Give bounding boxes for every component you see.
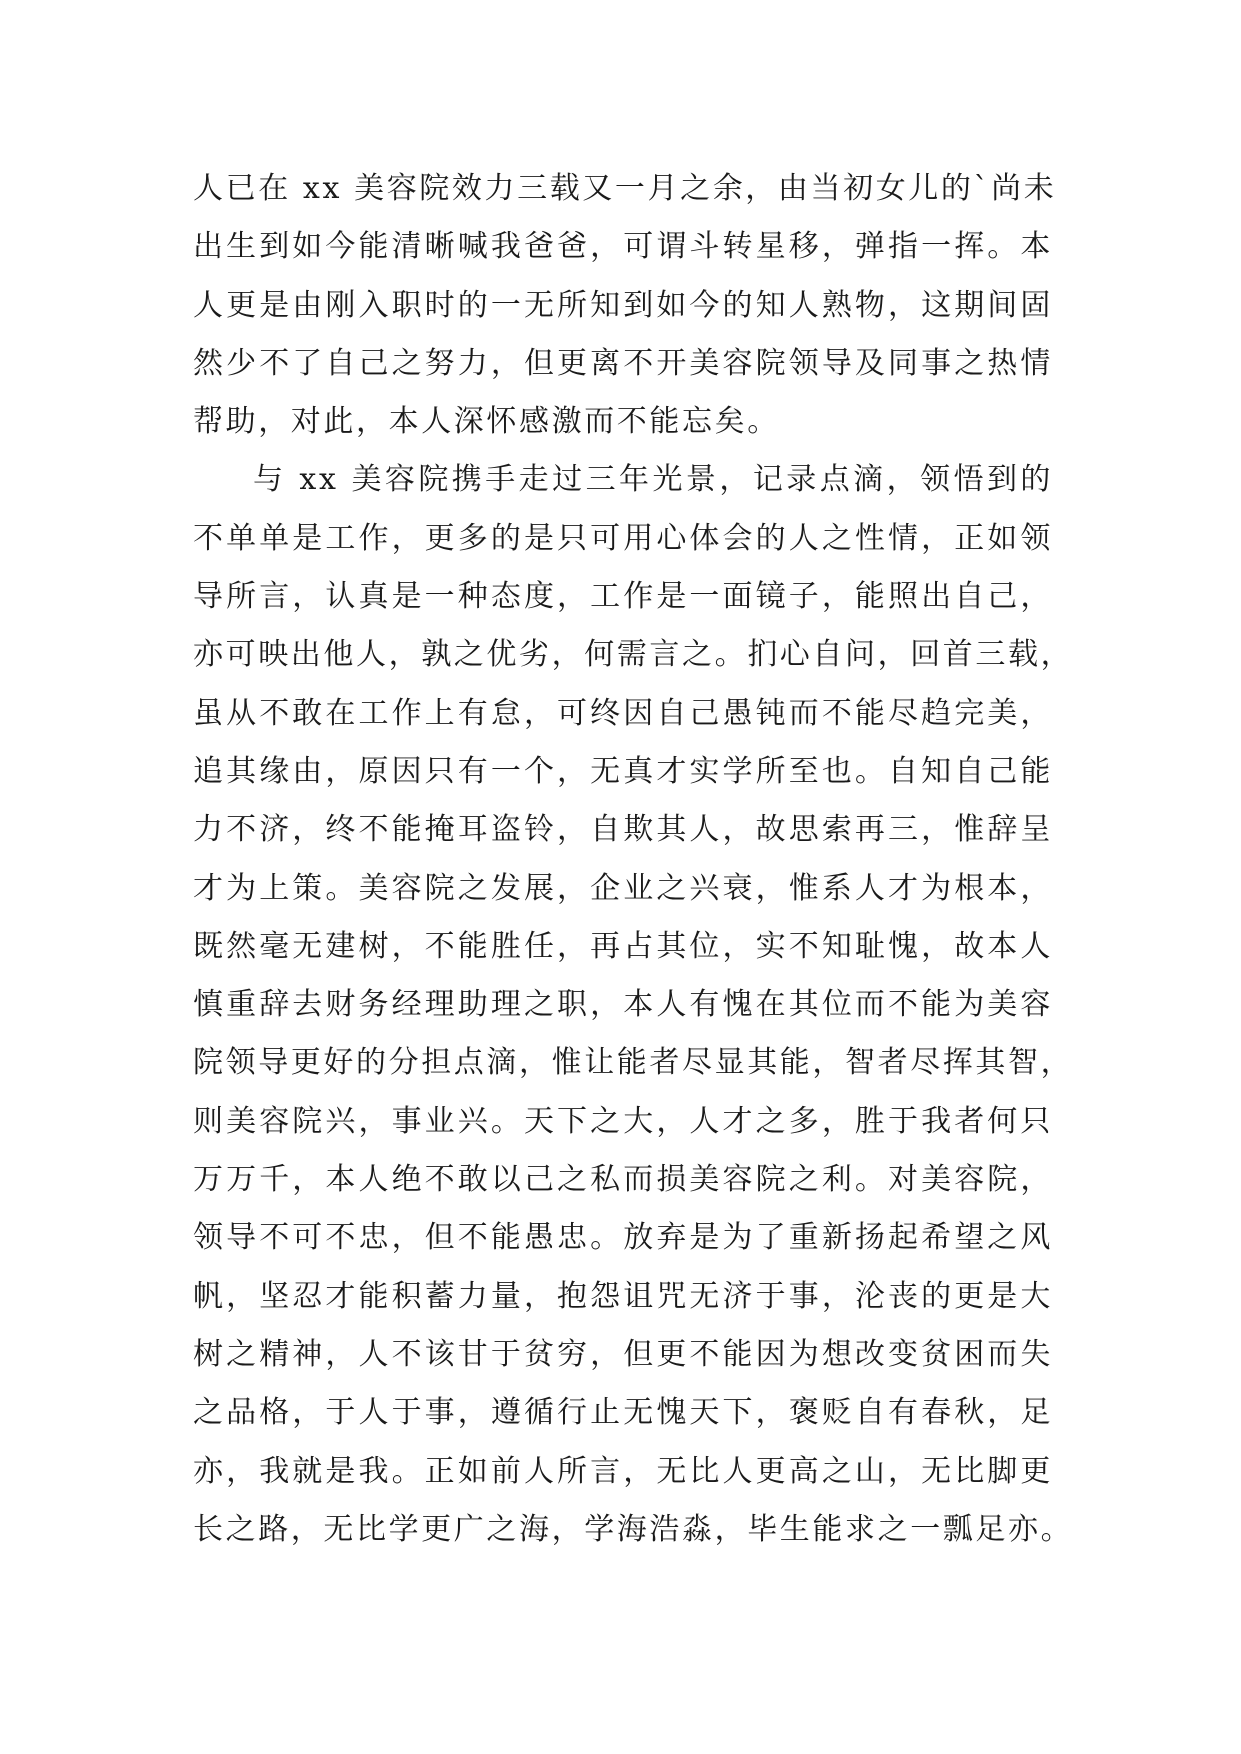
text-line: 不单单是工作，更多的是只可用心体会的人之性情，正如领 (193, 520, 1053, 556)
text-line: 才为上策。美容院之发展，企业之兴衰，惟系人才为根本， (193, 870, 1053, 906)
text-line: 既然毫无建树，不能胜任，再占其位，实不知耻愧，故本人 (193, 928, 1053, 964)
text-line: 虽从不敢在工作上有怠，可终因自己愚钝而不能尽趋完美， (193, 695, 1053, 731)
paragraph-2 (193, 451, 1074, 1559)
text-line: 与 xx 美容院携手走过三年光景，记录点滴，领悟到的 (253, 462, 1053, 498)
document-body (193, 160, 1074, 1559)
text-line: 人更是由刚入职时的一无所知到如今的知人熟物，这期间固 (193, 287, 1053, 323)
text-line: 导所言，认真是一种态度，工作是一面镜子，能照出自己， (193, 579, 1053, 615)
text-line: 之品格，于人于事，遵循行止无愧天下，褒贬自有春秋，足 (193, 1395, 1053, 1431)
text-line: 亦，我就是我。正如前人所言，无比人更高之山，无比脚更 (193, 1453, 1053, 1489)
text-line: 亦可映出他人，孰之优劣，何需言之。扪心自问，回首三载， (193, 637, 1074, 673)
text-line: 然少不了自己之努力，但更离不开美容院领导及同事之热情 (193, 345, 1053, 381)
text-line: 树之精神，人不该甘于贫穷，但更不能因为想改变贫困而失 (193, 1336, 1053, 1372)
text-line: 慎重辞去财务经理助理之职，本人有愧在其位而不能为美容 (193, 987, 1053, 1023)
text-line: 万万千，本人绝不敢以己之私而损美容院之利。对美容院， (193, 1162, 1053, 1198)
text-line: 人已在 xx 美容院效力三载又一月之余，由当初女儿的`尚未 (193, 171, 1057, 206)
text-line: 领导不可不忠，但不能愚忠。放弃是为了重新扬起希望之风 (193, 1220, 1053, 1256)
text-line: 则美容院兴，事业兴。天下之大，人才之多，胜于我者何只 (193, 1103, 1053, 1139)
text-line: 帆，坚忍才能积蓄力量，抱怨诅咒无济于事，沦丧的更是大 (193, 1278, 1053, 1314)
text-line: 院领导更好的分担点滴，惟让能者尽显其能，智者尽挥其智， (193, 1045, 1074, 1081)
text-line: 追其缘由，原因只有一个，无真才实学所至也。自知自己能 (193, 753, 1053, 789)
paragraph-1 (193, 160, 1057, 451)
text-line: 长之路，无比学更广之海，学海浩淼，毕生能求之一瓢足亦。 (193, 1511, 1074, 1547)
text-line: 出生到如今能清晰喊我爸爸，可谓斗转星移，弹指一挥。本 (193, 229, 1053, 265)
text-line: 帮助，对此，本人深怀感激而不能忘矣。 (193, 404, 780, 440)
text-line: 力不济，终不能掩耳盗铃，自欺其人，故思索再三，惟辞呈 (193, 812, 1053, 848)
